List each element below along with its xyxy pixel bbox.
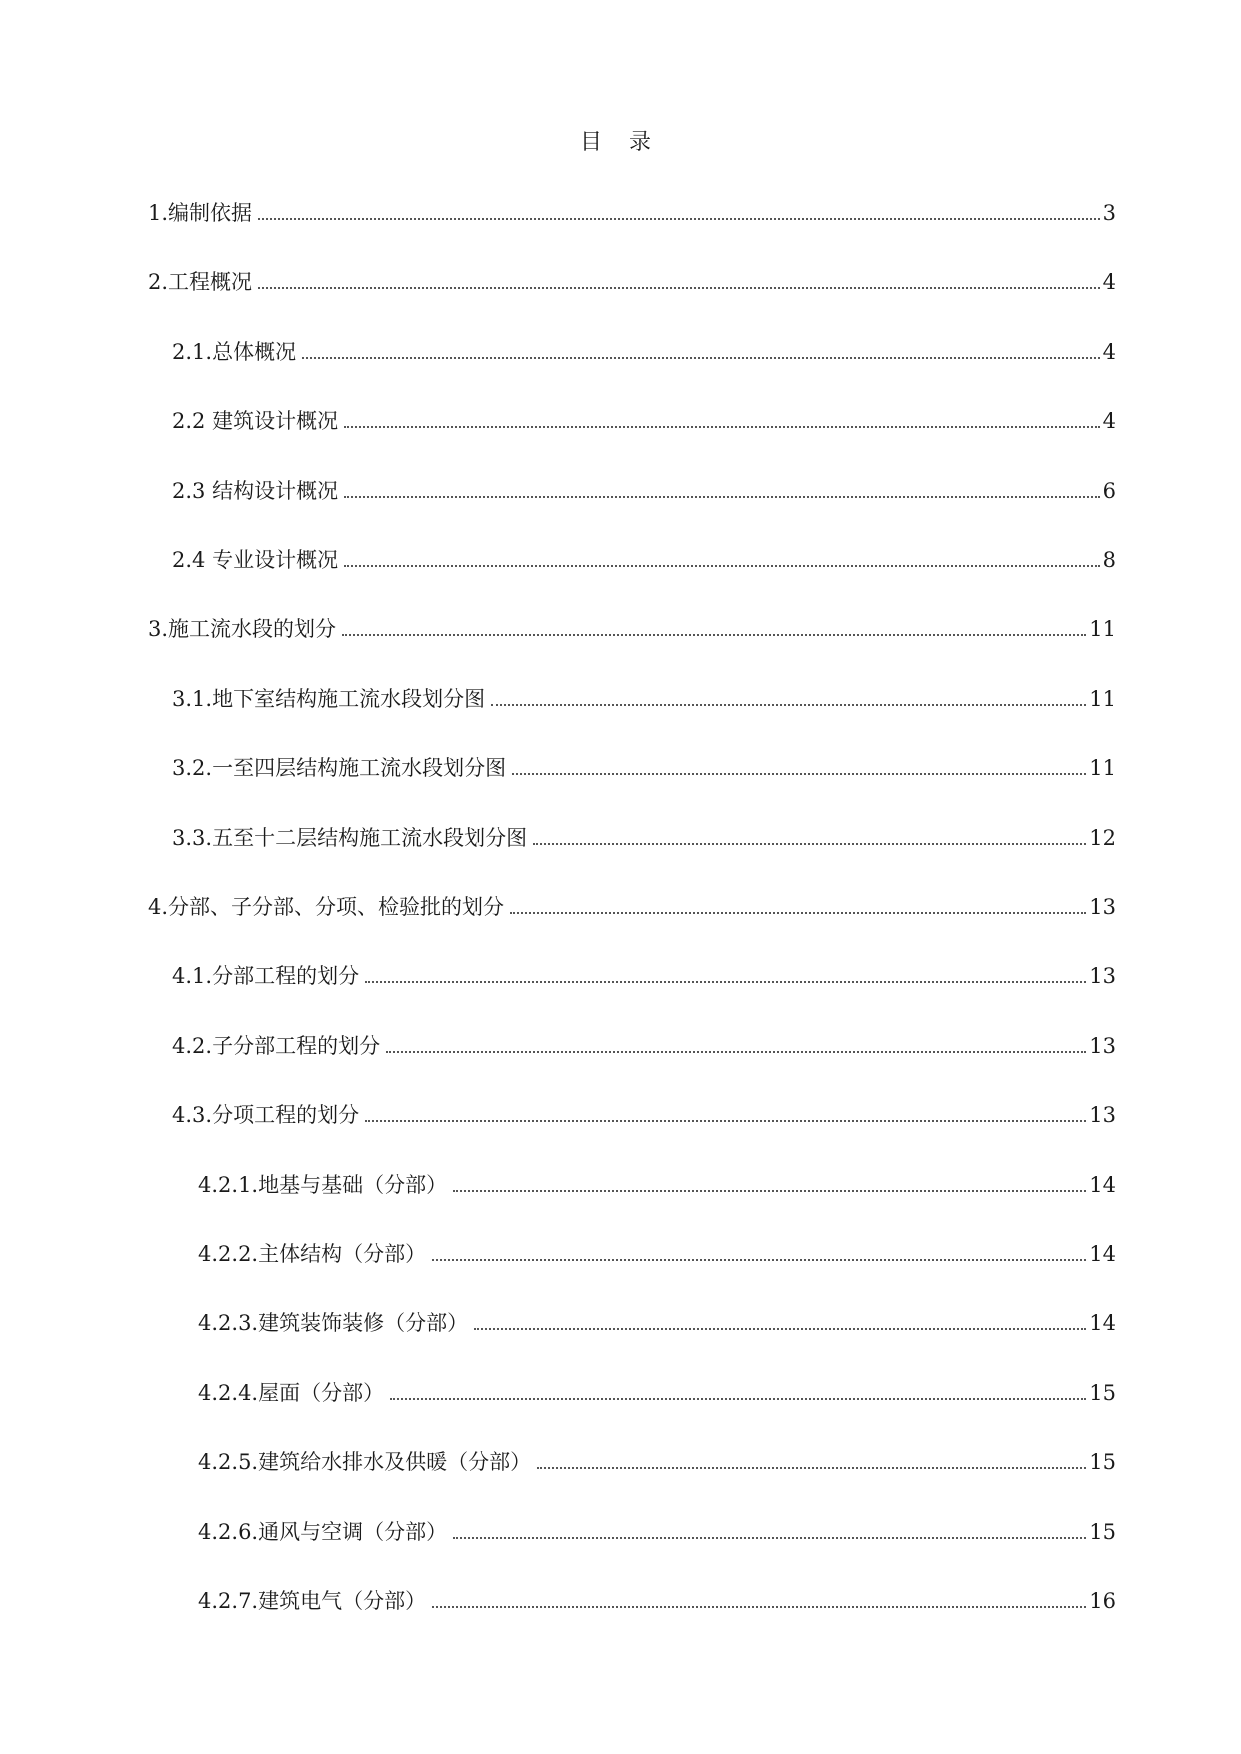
toc-entry-page-number: 11	[1089, 687, 1116, 711]
toc-entry-page-number: 4	[1102, 270, 1116, 294]
toc-entry-label: 4.分部、子分部、分项、检验批的划分	[148, 895, 505, 919]
toc-entry-label: 2.2 建筑设计概况	[172, 409, 339, 433]
toc-entry[interactable]	[172, 335, 1116, 369]
toc-entry[interactable]	[148, 265, 1116, 299]
toc-dot-leader	[512, 773, 1086, 775]
toc-entry[interactable]	[198, 1515, 1116, 1549]
toc-entry-label: 3.1.地下室结构施工流水段划分图	[172, 687, 486, 711]
toc-dot-leader	[474, 1328, 1086, 1330]
toc-dot-leader	[258, 287, 1100, 289]
toc-entry-page-number: 3	[1102, 201, 1116, 225]
toc-entry[interactable]	[172, 751, 1116, 785]
toc-entry[interactable]	[198, 1168, 1116, 1202]
toc-entry-page-number: 14	[1089, 1242, 1116, 1266]
toc-entry[interactable]	[198, 1376, 1116, 1410]
toc-entry-page-number: 15	[1089, 1450, 1116, 1474]
toc-entry[interactable]	[198, 1237, 1116, 1271]
toc-entry-label: 4.2.5.建筑给水排水及供暖（分部）	[198, 1450, 532, 1474]
toc-dot-leader	[390, 1398, 1086, 1400]
toc-entry-page-number: 13	[1089, 1034, 1116, 1058]
toc-entry[interactable]	[198, 1306, 1116, 1340]
toc-entry-label: 4.2.7.建筑电气（分部）	[198, 1589, 427, 1613]
toc-dot-leader	[258, 218, 1100, 220]
toc-entry-page-number: 8	[1102, 548, 1116, 572]
toc-entry-page-number: 11	[1089, 617, 1116, 641]
toc-entry-page-number: 14	[1089, 1311, 1116, 1335]
toc-entry-label: 4.2.子分部工程的划分	[172, 1034, 381, 1058]
toc-entry[interactable]	[172, 1029, 1116, 1063]
toc-entry-label: 2.4 专业设计概况	[172, 548, 339, 572]
toc-dot-leader	[491, 704, 1086, 706]
toc-entry-label: 4.2.6.通风与空调（分部）	[198, 1520, 448, 1544]
toc-entry[interactable]	[198, 1445, 1116, 1479]
toc-entry-label: 3.2.一至四层结构施工流水段划分图	[172, 756, 507, 780]
toc-dot-leader	[432, 1606, 1086, 1608]
toc-dot-leader	[365, 1120, 1086, 1122]
toc-entry-page-number: 6	[1102, 479, 1116, 503]
toc-entry-label: 1.编制依据	[148, 201, 253, 225]
toc-entry[interactable]	[172, 959, 1116, 993]
toc-entry-label: 3.3.五至十二层结构施工流水段划分图	[172, 826, 528, 850]
toc-entry-page-number: 13	[1089, 964, 1116, 988]
toc-entry-label: 4.3.分项工程的划分	[172, 1103, 360, 1127]
toc-entry-label: 2.1.总体概况	[172, 340, 297, 364]
toc-entry[interactable]	[198, 1584, 1116, 1618]
toc-entry-page-number: 11	[1089, 756, 1116, 780]
toc-entry-page-number: 16	[1089, 1589, 1116, 1613]
toc-entry-page-number: 13	[1089, 895, 1116, 919]
toc-entry[interactable]	[172, 404, 1116, 438]
toc-dot-leader	[344, 496, 1100, 498]
toc-entry[interactable]	[148, 196, 1116, 230]
toc-entry-page-number: 15	[1089, 1520, 1116, 1544]
toc-entry-label: 2.工程概况	[148, 270, 253, 294]
toc-entry-page-number: 15	[1089, 1381, 1116, 1405]
toc-entry-page-number: 12	[1089, 826, 1116, 850]
toc-entry[interactable]	[148, 612, 1116, 646]
toc-entry-label: 3.施工流水段的划分	[148, 617, 337, 641]
toc-entry-page-number: 13	[1089, 1103, 1116, 1127]
toc-dot-leader	[344, 426, 1100, 428]
toc-dot-leader	[302, 357, 1100, 359]
toc-dot-leader	[386, 1051, 1086, 1053]
toc-entry[interactable]	[148, 890, 1116, 924]
toc-entry-label: 4.2.3.建筑装饰装修（分部）	[198, 1311, 469, 1335]
toc-dot-leader	[344, 565, 1100, 567]
toc-entry-label: 4.2.2.主体结构（分部）	[198, 1242, 427, 1266]
toc-dot-leader	[432, 1259, 1086, 1261]
toc-entry-page-number: 4	[1102, 340, 1116, 364]
toc-entry[interactable]	[172, 1098, 1116, 1132]
toc-entry[interactable]	[172, 474, 1116, 508]
toc-dot-leader	[365, 981, 1086, 983]
toc-entry-page-number: 4	[1102, 409, 1116, 433]
toc-entry-label: 4.1.分部工程的划分	[172, 964, 360, 988]
toc-entry[interactable]	[172, 682, 1116, 716]
toc-dot-leader	[342, 634, 1086, 636]
toc-dot-leader	[453, 1190, 1086, 1192]
toc-entry-page-number: 14	[1089, 1173, 1116, 1197]
toc-entry-label: 2.3 结构设计概况	[172, 479, 339, 503]
toc-entry[interactable]	[172, 543, 1116, 577]
toc-dot-leader	[510, 912, 1086, 914]
toc-entry-label: 4.2.1.地基与基础（分部）	[198, 1173, 448, 1197]
toc-dot-leader	[533, 843, 1086, 845]
toc-entry[interactable]	[172, 821, 1116, 855]
toc-dot-leader	[453, 1537, 1086, 1539]
toc-entry-label: 4.2.4.屋面（分部）	[198, 1381, 385, 1405]
toc-title: 目 录	[580, 130, 661, 155]
toc-dot-leader	[537, 1467, 1086, 1469]
